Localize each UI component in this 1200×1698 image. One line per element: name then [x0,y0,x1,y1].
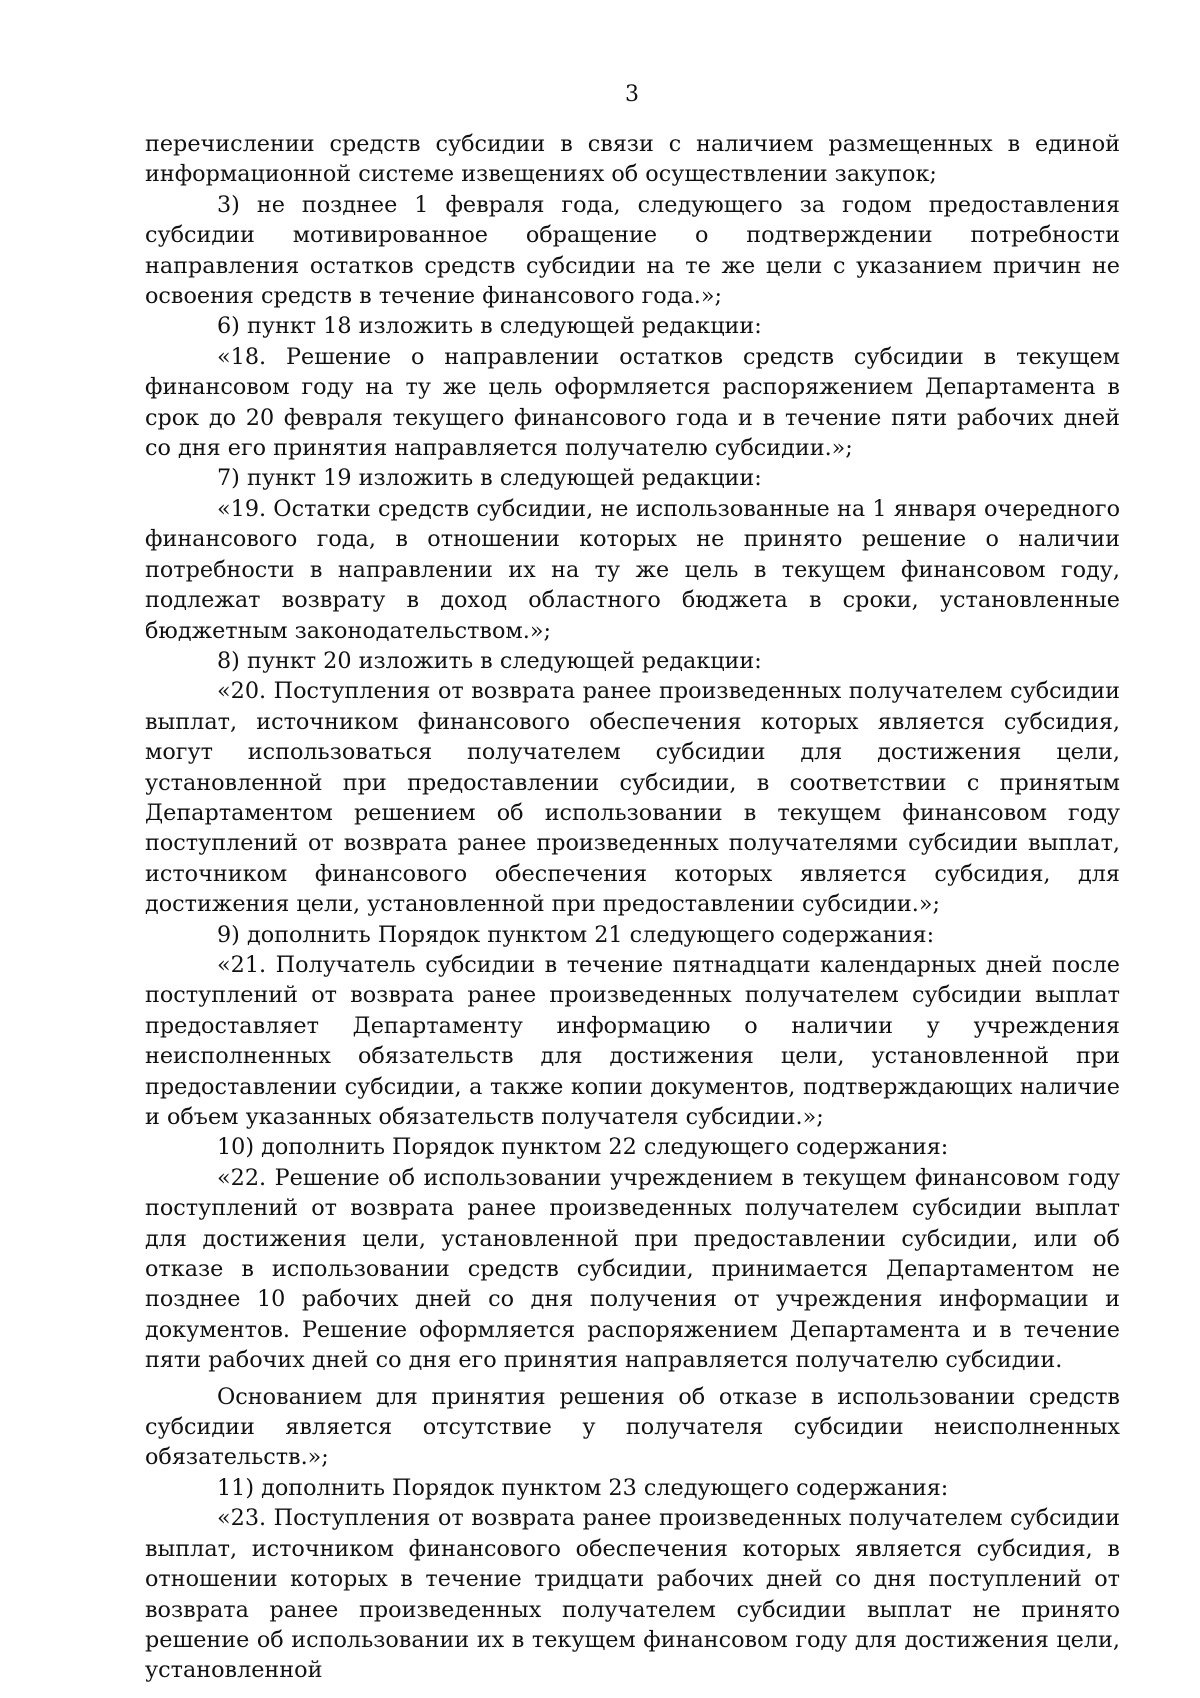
document-body [145,129,1120,1686]
paragraph: «19. Остатки средств субсидии, не использованные на 1 января очередного финансового года, в отношении которых не принято решение о наличии потребности в направлении их на ту же цель в текущем финансовом году, подлежат возврату в доход областного бюджета в сроки, установленные бюджетным законодательством.»; [145,495,1120,644]
paragraph: Основанием для принятия решения об отказе в использовании средств субсидии является отсутствие у получателя субсидии неисполненных обязательств.»; [145,1383,1120,1471]
paragraph: «20. Поступления от возврата ранее произведенных получателем субсидии выплат, источником финансового обеспечения которых является субсидия, могут использоваться получателем субсидии для достижения цели, установленной при предоставлении субсидии, в соответствии с принятым Департаментом решением об использовании в текущем финансовом году поступлений от возврата ранее произведенных получателями субсидии выплат, источником финансового обеспечения которых является субсидия, для достижения цели, установленной при предоставлении субсидии.»; [145,678,1120,918]
paragraph: «23. Поступления от возврата ранее произведенных получателем субсидии выплат, источником финансового обеспечения которых является субсидия, в отношении которых в течение тридцати рабочих дней со дня поступлений от возврата ранее произведенных получателем субсидии выплат не принято решение об использовании их в текущем финансовом году для достижения цели, установленной [145,1505,1120,1684]
paragraph: 10) дополнить Порядок пунктом 22 следующего содержания: [217,1134,949,1161]
paragraph: 8) пункт 20 изложить в следующей редакции: [217,647,762,674]
paragraph: перечислении средств субсидии в связи с наличием размещенных в единой информационной системе извещениях об осуществлении закупок; [145,131,1120,188]
paragraph: 7) пункт 19 изложить в следующей редакции: [217,465,762,492]
paragraph: 3) не позднее 1 февраля года, следующего за годом предоставления субсидии мотивированное обращение о подтверждении потребности направления остатков средств субсидии на те же цели с указанием причин не освоения средств в течение финансового года.»; [145,191,1120,310]
paragraph: 9) дополнить Порядок пунктом 21 следующего содержания: [217,921,935,948]
paragraph: 11) дополнить Порядок пунктом 23 следующего содержания: [217,1474,949,1501]
paragraph: 6) пункт 18 изложить в следующей редакции: [217,313,762,340]
page-number: 3 [625,82,639,107]
paragraph: «18. Решение о направлении остатков средств субсидии в текущем финансовом году на ту же цель оформляется распоряжением Департамента в срок до 20 февраля текущего финансового года и в течение пяти рабочих дней со дня его принятия направляется получателю субсидии.»; [145,343,1120,462]
paragraph: «22. Решение об использовании учреждением в текущем финансовом году поступлений от возврата ранее произведенных получателем субсидии выплат для достижения цели, установленной при предоставлении субсидии, или об отказе в использовании средств субсидии, принимается Департаментом не позднее 10 рабочих дней со дня получения от учреждения информации и документов. Решение оформляется распоряжением Департамента и в течение пяти рабочих дней со дня его принятия направляется получателю субсидии. [145,1164,1120,1374]
paragraph: «21. Получатель субсидии в течение пятнадцати календарных дней после поступлений от возврата ранее произведенных получателем субсидии выплат предоставляет Департаменту информацию о наличии у учреждения неисполненных обязательств для достижения цели, установленной при предоставлении субсидии, а также копии документов, подтверждающих наличие и объем указанных обязательств получателя субсидии.»; [145,951,1120,1130]
